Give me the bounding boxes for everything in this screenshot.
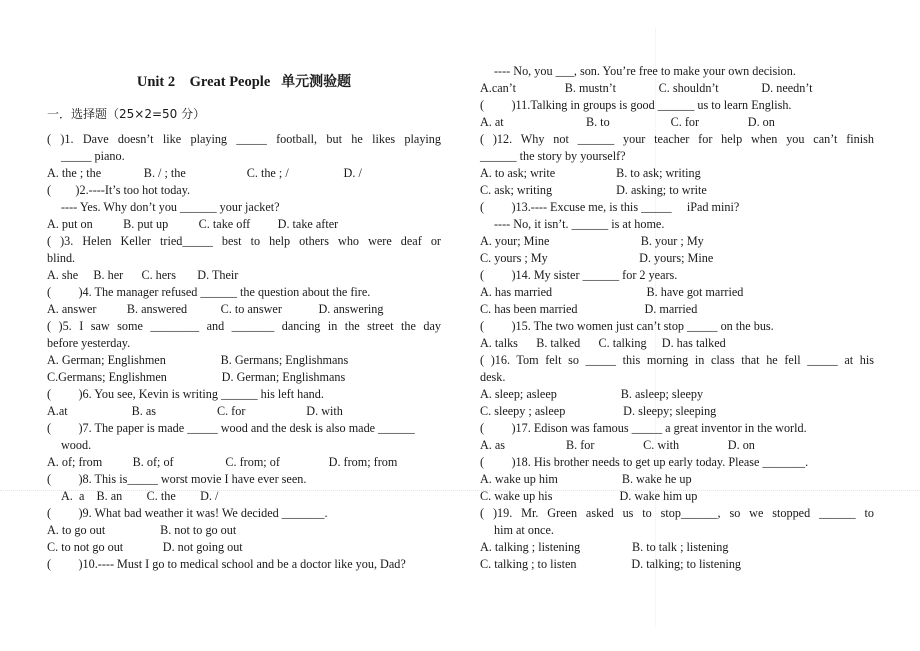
question-line: ( )5. I saw some ________ and _______ dancing in the street the day bbox=[47, 319, 441, 333]
option-line: A. talking ; listening B. to talk ; listening bbox=[480, 540, 729, 554]
question-line: ( )13.---- Excuse me, is this _____ iPad mini? bbox=[480, 200, 740, 214]
question-line: ( )15. The two women just can’t stop _____ on the bus. bbox=[480, 319, 774, 333]
question-line: ( )7. The paper is made _____ wood and the desk is also made ______ bbox=[47, 421, 415, 435]
question-line: ( )14. My sister ______ for 2 years. bbox=[480, 268, 678, 282]
question-line: ( )3. Helen Keller tried_____ best to help others who were deaf or bbox=[47, 234, 441, 248]
option-line: A. wake up him B. wake he up bbox=[480, 472, 692, 486]
option-line: A. has married B. have got married bbox=[480, 285, 744, 299]
question-line: ( )10.---- Must I go to medical school and be a doctor like you, Dad? bbox=[47, 557, 406, 571]
question-line: ( )6. You see, Kevin is writing ______ his left hand. bbox=[47, 387, 324, 401]
option-line: A. she B. her C. hers D. Their bbox=[47, 268, 239, 282]
option-line: A. the ; the B. / ; the C. the ; / D. / bbox=[47, 166, 362, 180]
question-line: ______ the story by yourself? bbox=[480, 149, 626, 163]
option-line: A. to go out B. not to go out bbox=[47, 523, 237, 537]
question-line: ( )1. Dave doesn’t like playing _____ football, but he likes playing bbox=[47, 132, 441, 146]
question-line: ( )11.Talking in groups is good ______ us to learn English. bbox=[480, 98, 792, 112]
option-line: A. German; Englishmen B. Germans; Englishmans bbox=[47, 353, 349, 367]
option-line: C. yours ; My D. yours; Mine bbox=[480, 251, 714, 265]
option-line: A.at B. as C. for D. with bbox=[47, 404, 343, 418]
section-heading: 一．选择题（25×2=50 分） bbox=[47, 107, 206, 121]
question-line: ( )2.----It’s too hot today. bbox=[47, 183, 191, 197]
option-line: A. your; Mine B. your ; My bbox=[480, 234, 704, 248]
question-line: ---- No, it isn’t. ______ is at home. bbox=[494, 217, 665, 231]
option-line: C. talking ; to listen D. talking; to listening bbox=[480, 557, 742, 571]
question-line: wood. bbox=[61, 438, 92, 452]
option-line: A. a B. an C. the D. / bbox=[61, 489, 219, 503]
question-line: ( )16. Tom felt so _____ this morning in class that he fell _____ at his bbox=[480, 353, 874, 367]
question-line: ( )9. What bad weather it was! We decided _______. bbox=[47, 506, 328, 520]
option-line: A. as B. for C. with D. on bbox=[480, 438, 755, 452]
option-line: C. ask; writing D. asking; to write bbox=[480, 183, 707, 197]
option-line: A. answer B. answered C. to answer D. answering bbox=[47, 302, 384, 316]
option-line: A. put on B. put up C. take off D. take after bbox=[47, 217, 339, 231]
question-line: ( )12. Why not ______ your teacher for help when you can’t finish bbox=[480, 132, 874, 146]
title-english: Unit 2 Great People bbox=[136, 74, 271, 90]
option-line: C. sleepy ; asleep D. sleepy; sleeping bbox=[480, 404, 717, 418]
question-line: blind. bbox=[47, 251, 76, 265]
option-line: A. talks B. talked C. talking D. has talked bbox=[480, 336, 726, 350]
question-line: ---- Yes. Why don’t you ______ your jacket? bbox=[61, 200, 280, 214]
question-line: desk. bbox=[480, 370, 506, 384]
question-line: ( )17. Edison was famous _____ a great inventor in the world. bbox=[480, 421, 807, 435]
question-line: ( )4. The manager refused ______ the question about the fire. bbox=[47, 285, 371, 299]
question-line: _____ piano. bbox=[61, 149, 125, 163]
question-line: ( )19. Mr. Green asked us to stop______, so we stopped ______ to bbox=[480, 506, 874, 520]
option-line: A.can’t B. mustn’t C. shouldn’t D. needn’t bbox=[480, 81, 813, 95]
option-line: A. sleep; asleep B. asleep; sleepy bbox=[480, 387, 704, 401]
question-line: before yesterday. bbox=[47, 336, 131, 350]
option-line: C.Germans; Englishmen D. German; Englishmans bbox=[47, 370, 346, 384]
option-line: A. of; from B. of; of C. from; of D. from; from bbox=[47, 455, 398, 469]
option-line: C. has been married D. married bbox=[480, 302, 698, 316]
question-line: ( )8. This is_____ worst movie I have ever seen. bbox=[47, 472, 307, 486]
option-line: C. wake up his D. wake him up bbox=[480, 489, 698, 503]
option-line: C. to not go out D. not going out bbox=[47, 540, 243, 554]
question-line: ( )18. His brother needs to get up early today. Please _______. bbox=[480, 455, 809, 469]
title-chinese: 单元测验题 bbox=[281, 74, 352, 90]
question-line: ---- No, you ___, son. You’re free to make your own decision. bbox=[494, 64, 796, 78]
page-title bbox=[47, 72, 441, 92]
option-line: A. to ask; write B. to ask; writing bbox=[480, 166, 701, 180]
question-line: him at once. bbox=[494, 523, 554, 537]
option-line: A. at B. to C. for D. on bbox=[480, 115, 775, 129]
